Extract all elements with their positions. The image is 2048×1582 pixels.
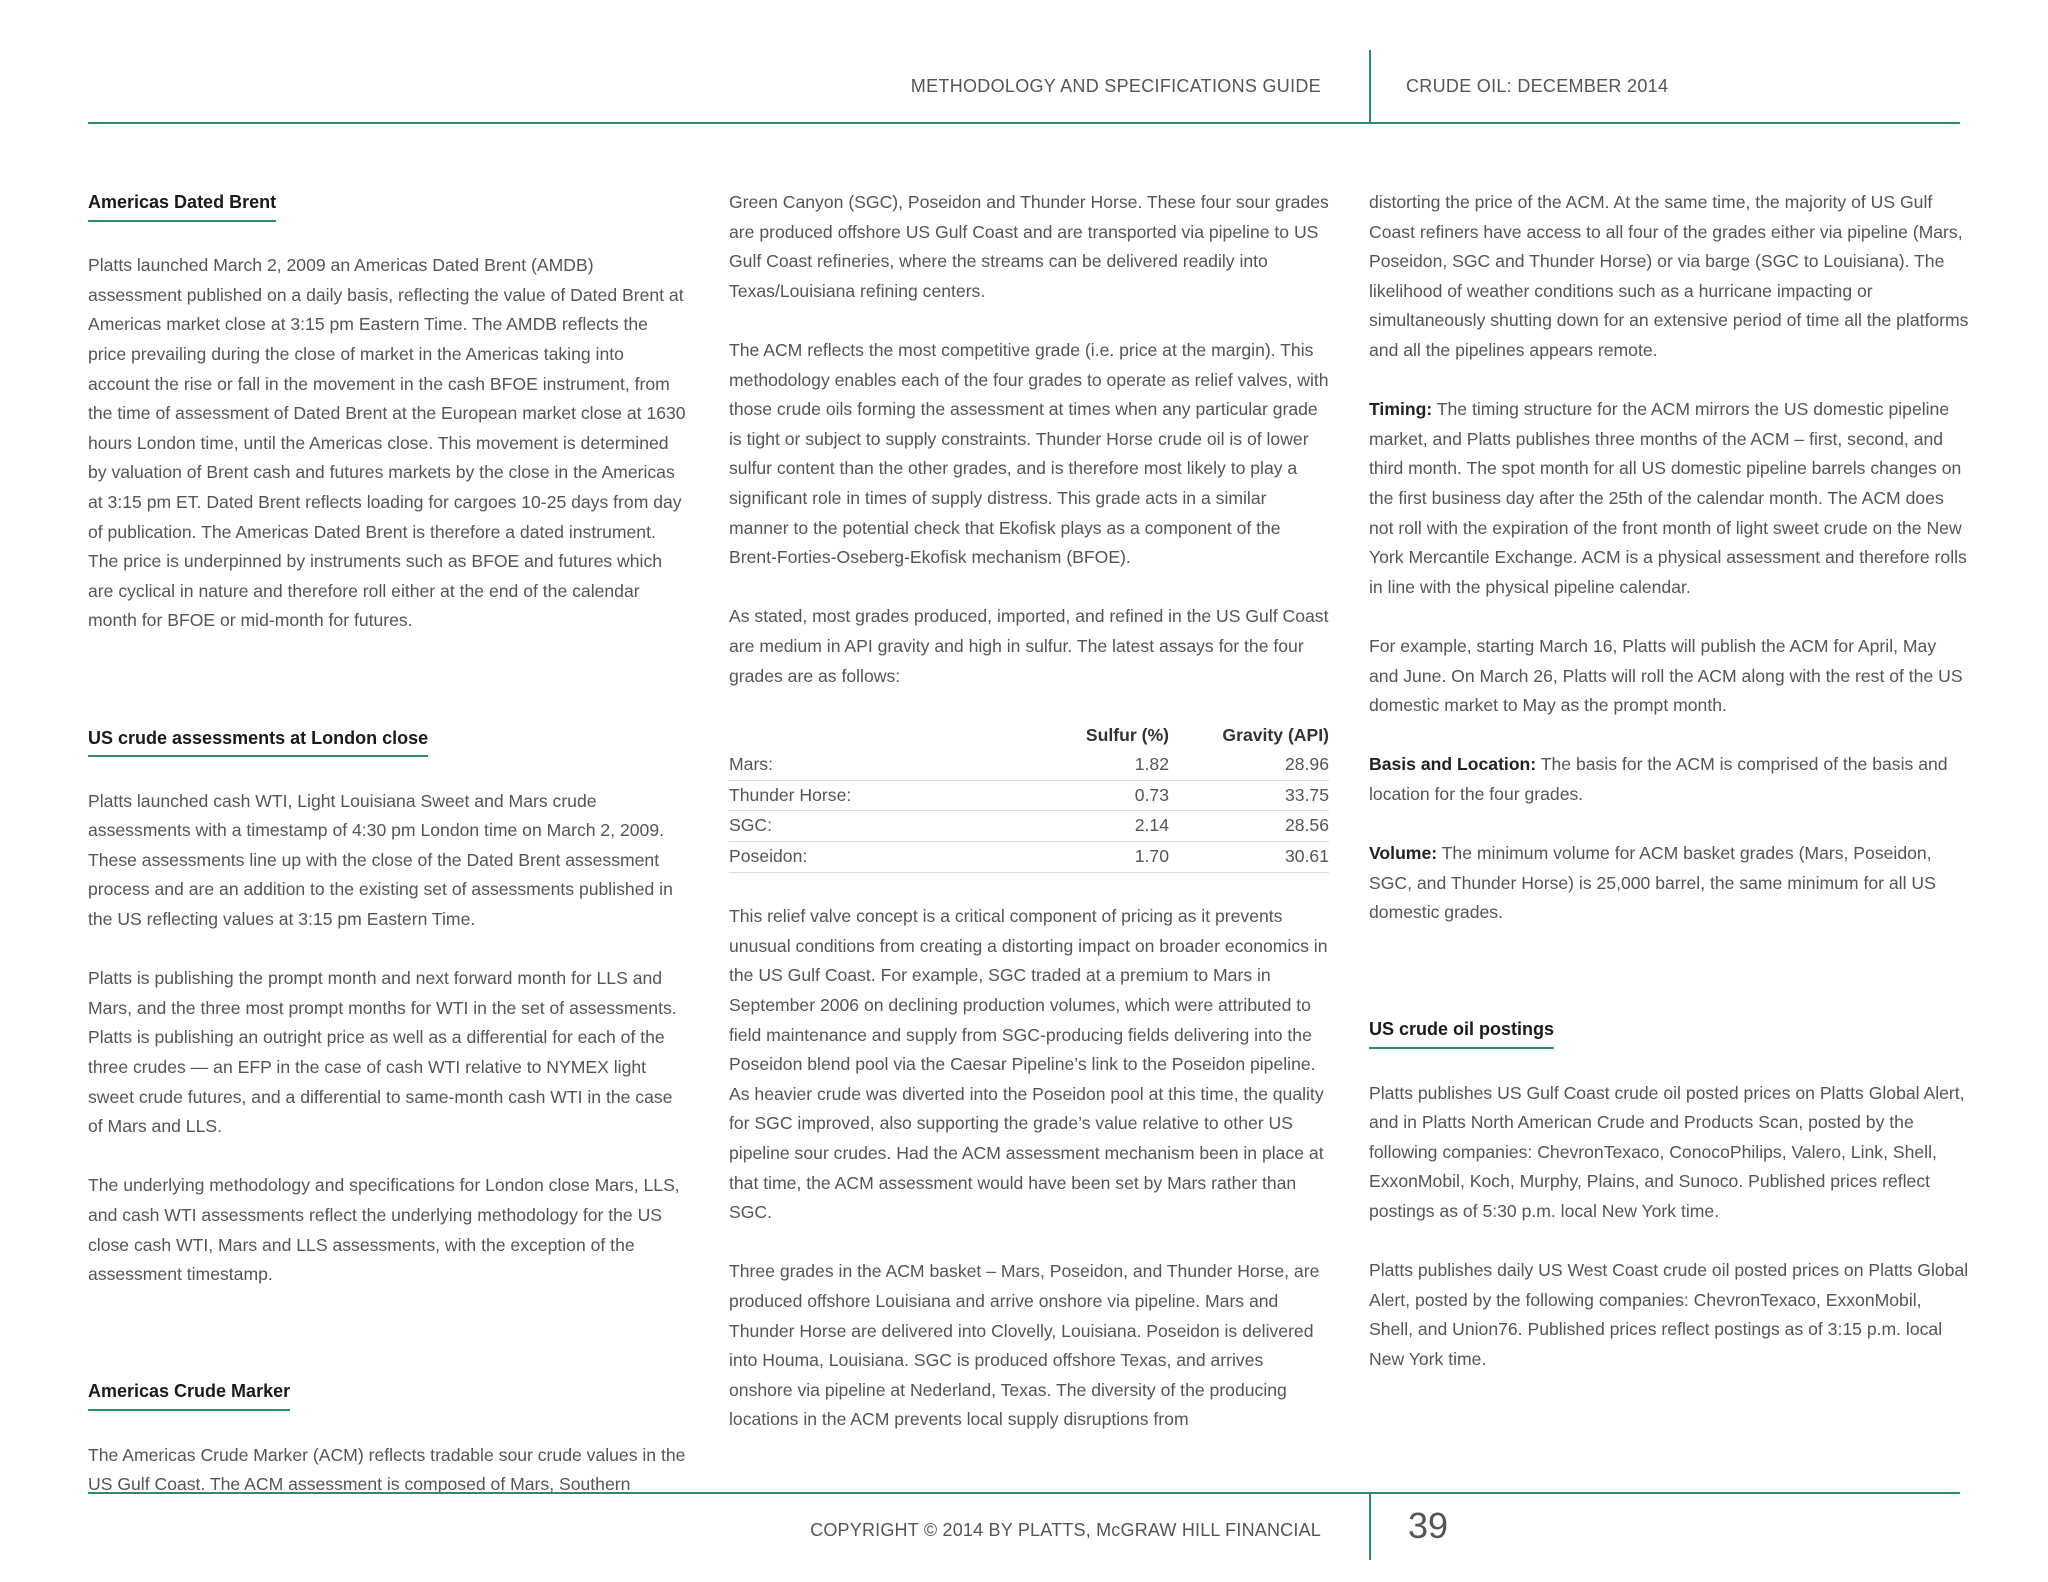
table-header-grade: [729, 721, 1019, 751]
paragraph-timing: [1369, 395, 1969, 602]
paragraph-acm-grades: Green Canyon (SGC), Poseidon and Thunder Horse. These four sour grades are produced offshore US Gulf Coast and are transported via pipeline to US Gulf Coast refineries, where the streams can be delivered readily into Texas/Louisiana refining centers.: [729, 192, 1329, 301]
column-middle: [729, 188, 1329, 1465]
basis-label: Basis and Location:: [1369, 754, 1537, 775]
section-heading-americas-crude-marker: Americas Crude Marker: [88, 1377, 290, 1411]
grade-assay-table: [729, 721, 1329, 873]
header-rule: [88, 122, 1960, 124]
header-divider: [1369, 50, 1371, 122]
table-row: [729, 842, 1329, 873]
paragraph-postings-west-coast: Platts publishes daily US West Coast crude oil posted prices on Platts Global Alert, posted by the following companies: ChevronTexaco, ExxonMobil, Shell, and Union76. Published prices reflect postings as of 3:15 p.m. local New York time.: [1369, 1260, 1969, 1369]
timing-text: The timing structure for the ACM mirrors the US domestic pipeline market, and Platts publishes three months of the ACM – first, second, and third month. The spot month for all US domestic pipeline barrels changes on the first business day after the 25th of the calendar month. The ACM does not roll with the expiration of the front month of light sweet crude on the New York Mercantile Exchange. ACM is a physical assessment and therefore rolls in line with the physical pipeline calendar.: [1369, 399, 1967, 597]
gravity-value: 30.61: [1169, 842, 1329, 873]
volume-text: The minimum volume for ACM basket grades (Mars, Poseidon, SGC, and Thunder Horse) is 25,000 barrel, the same minimum for all US domestic grades.: [1369, 843, 1936, 923]
grade-name: Poseidon:: [729, 842, 1019, 873]
section-heading-us-crude-oil-postings: US crude oil postings: [1369, 1015, 1554, 1049]
paragraph-london-close-3: The underlying methodology and specifications for London close Mars, LLS, and cash WTI assessments reflect the underlying methodology for the US close cash WTI, Mars and LLS assessments, with the exception of the assessment timestamp.: [88, 1175, 680, 1285]
paragraph-acm-competitive: The ACM reflects the most competitive grade (i.e. price at the margin). This methodology enables each of the four grades to operate as relief valves, with those crude oils forming the assessment at times when any particular grade is tight or subject to supply constraints. Thunder Horse crude oil is of lower sulfur content than the other grades, and is therefore most likely to play a significant role in times of supply distress. This grade acts in a similar manner to the potential check that Ekofisk plays as a component of the Brent-Forties-Oseberg-Ekofisk mechanism (BFOE).: [729, 339, 1329, 568]
table-row: [729, 811, 1329, 842]
table-row: [729, 780, 1329, 811]
table-header-sulfur: Sulfur (%): [1085, 724, 1169, 745]
grade-name: SGC:: [729, 811, 1019, 842]
paragraph-london-close-1: Platts launched cash WTI, Light Louisiana Sweet and Mars crude assessments with a timestamp of 4:30 pm London time on March 2, 2009. These assessments line up with the close of the Dated Brent assessment process and are an addition to the existing set of assessments published in the US reflecting values at 3:15 pm Eastern Time.: [88, 790, 673, 930]
section-heading-london-close: US crude assessments at London close: [88, 724, 428, 758]
grade-name: Thunder Horse:: [729, 780, 1019, 811]
paragraph-basis-location: [1369, 750, 1969, 809]
sulfur-value: 2.14: [1019, 811, 1169, 842]
table-row: [729, 750, 1329, 780]
paragraph-relief-valve: This relief valve concept is a critical component of pricing as it prevents unusual conditions from creating a distorting impact on broader economics in the US Gulf Coast. For example, SGC traded at a premium to Mars in September 2006 on declining production volumes, which were attributed to field maintenance and supply from SGC-producing fields delivering into the Poseidon blend pool via the Caesar Pipeline’s link to the Poseidon pipeline. As heavier crude was diverted into the Poseidon pool at this time, the quality for SGC improved, also supporting the grade’s value relative to other US pipeline sour crudes. Had the ACM assessment mechanism been in place at that time, the ACM assessment would have been set by Mars rather than SGC.: [729, 906, 1328, 1223]
paragraph-volume: [1369, 839, 1969, 928]
basis-text: The basis for the ACM is comprised of the basis and location for the four grades.: [1369, 754, 1948, 804]
paragraph-london-close-2: Platts is publishing the prompt month and next forward month for LLS and Mars, and the three most prompt months for WTI in the set of assessments. Platts is publishing an outright price as well as a differential for each of the three crudes — an EFP in the case of cash WTI relative to NYMEX light sweet crude futures, and a differential to same-month cash WTI in the case of Mars and LLS.: [88, 968, 677, 1137]
gravity-value: 28.96: [1169, 750, 1329, 780]
sulfur-value: 1.70: [1019, 842, 1169, 873]
column-right: [1369, 188, 1969, 1404]
paragraph-acm-basket: Three grades in the ACM basket – Mars, Poseidon, and Thunder Horse, are produced offshore Louisiana and arrive onshore via pipeline. Mars and Thunder Horse are delivered into Clovelly, Louisiana. Poseidon is delivered into Houma, Louisiana. SGC is produced offshore Texas, and arrives onshore via pipeline at Nederland, Texas. The diversity of the producing locations in the ACM prevents local supply disruptions from: [729, 1261, 1320, 1430]
sulfur-value: 0.73: [1019, 780, 1169, 811]
gravity-value: 28.56: [1169, 811, 1329, 842]
table-header-gravity: Gravity (API): [1222, 724, 1329, 745]
paragraph-assays-intro: As stated, most grades produced, imported, and refined in the US Gulf Coast are medium in API gravity and high in sulfur. The latest assays for the four grades are as follows:: [729, 606, 1329, 686]
sulfur-value: 1.82: [1019, 750, 1169, 780]
header-issue-label: CRUDE OIL: DECEMBER 2014: [1406, 76, 1669, 96]
page-number: 39: [1408, 1505, 1449, 1546]
paragraph-timing-example: For example, starting March 16, Platts will publish the ACM for April, May and June. On March 26, Platts will roll the ACM along with the rest of the US domestic market to May as the prompt month.: [1369, 635, 1963, 716]
header-guide-title: METHODOLOGY AND SPECIFICATIONS GUIDE: [910, 76, 1321, 96]
footer-rule: [88, 1492, 1960, 1494]
paragraph-postings-gulf-coast: Platts publishes US Gulf Coast crude oil posted prices on Platts Global Alert, and in Platts North American Crude and Products Scan, posted by the following companies: ChevronTexaco, ConocoPhilips, Valero, Link, Shell, ExxonMobil, Koch, Murphy, Plains, and Sunoco. Published prices reflect postings as of 5:30 p.m. local New York time.: [1369, 1082, 1965, 1221]
footer-divider: [1369, 1492, 1371, 1560]
footer-copyright: COPYRIGHT © 2014 BY PLATTS, McGRAW HILL FINANCIAL: [810, 1520, 1321, 1540]
timing-label: Timing:: [1369, 399, 1433, 420]
volume-label: Volume:: [1369, 843, 1438, 864]
section-heading-americas-dated-brent: Americas Dated Brent: [88, 188, 276, 222]
grade-name: Mars:: [729, 750, 1019, 780]
paragraph-acm-intro: The Americas Crude Marker (ACM) reflects tradable sour crude values in the US Gulf Coast. The ACM assessment is composed of Mars, Southern: [88, 1444, 686, 1495]
table-header-row: [729, 721, 1329, 751]
gravity-value: 33.75: [1169, 780, 1329, 811]
paragraph-acm-distortion: distorting the price of the ACM. At the same time, the majority of US Gulf Coast refiners have access to all four of the grades either via pipeline (Mars, Poseidon, SGC and Thunder Horse) or via barge (SGC to Louisiana). The likelihood of weather conditions such as a hurricane impacting or simultaneously shutting down for an extensive period of time all the platforms and all the pipelines appears remote.: [1369, 192, 1969, 360]
column-left: [88, 188, 688, 1529]
paragraph-dated-brent: Platts launched March 2, 2009 an Americas Dated Brent (AMDB) assessment published on a daily basis, reflecting the value of Dated Brent at Americas market close at 3:15 pm Eastern Time. The AMDB reflects the price prevailing during the close of market in the Americas taking into account the rise or fall in the movement in the cash BFOE instrument, from the time of assessment of Dated Brent at the European market close at 1630 hours London time, until the Americas close. This movement is determined by valuation of Brent cash and futures markets by the close in the Americas at 3:15 pm ET. Dated Brent reflects loading for cargoes 10-25 days from day of publication. The Americas Dated Brent is therefore a dated instrument. The price is underpinned by instruments such as BFOE and futures which are cyclical in nature and therefore roll either at the end of the calendar month for BFOE or mid-month for futures.: [88, 255, 686, 631]
